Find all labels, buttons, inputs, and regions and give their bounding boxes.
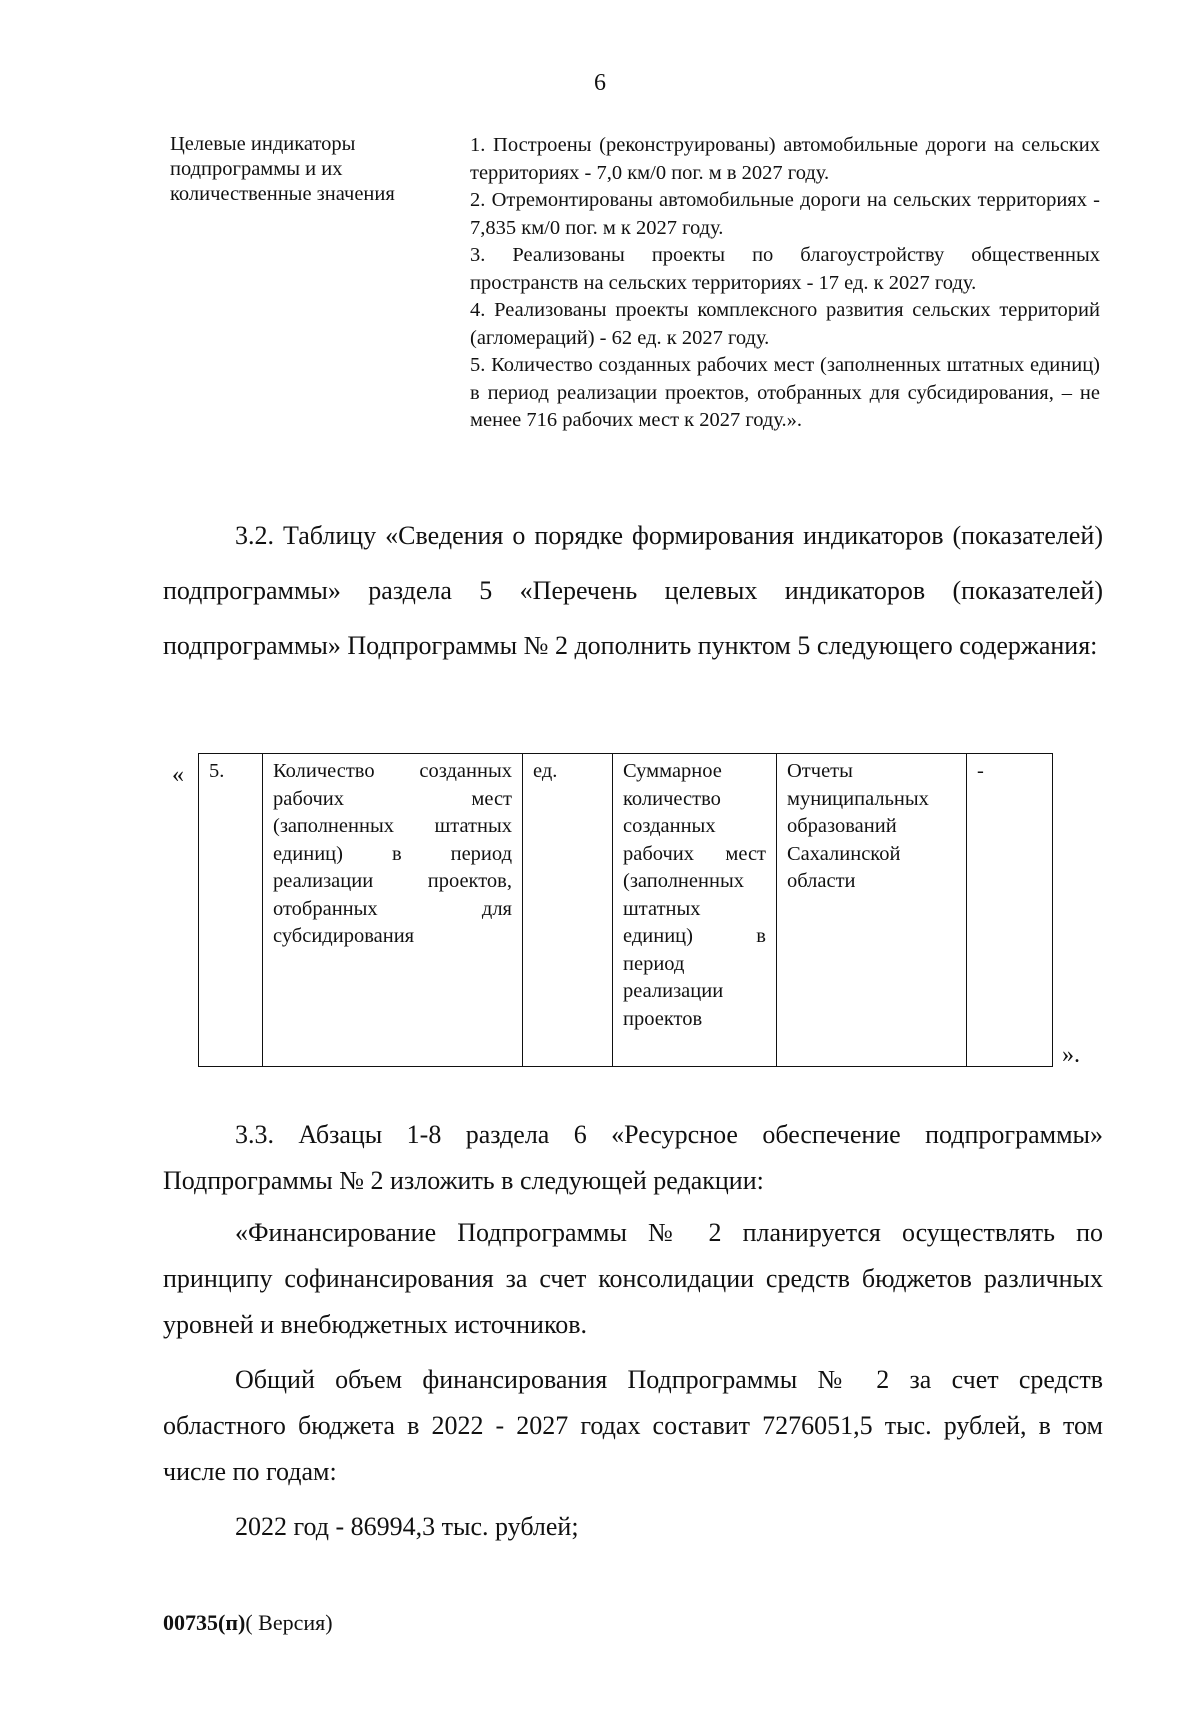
cell-method: Суммарное количество созданных рабочих мест (заполненных штатных единиц) в период реализации проектов [613,754,777,1067]
section-3-3-paragraph: 3.3. Абзацы 1-8 раздела 6 «Ресурсное обеспечение подпрограммы» Подпрограммы № 2 изложить в следующей редакции: [163,1120,1103,1195]
year-2022-line: 2022 год - 86994,3 тыс. рублей; [235,1512,579,1541]
table-open-quote: « [172,762,184,788]
cell-indicator: Количество созданных рабочих мест (заполненных штатных единиц) в период реализации проектов, отобранных для субсидирования [263,754,523,1067]
cell-number: 5. [199,754,263,1067]
page-number: 6 [594,70,606,96]
indicator-item: 2. Отремонтированы автомобильные дороги на сельских территориях - 7,835 км/0 пог. м к 2027 году. [470,189,1100,239]
section-3-2-paragraph: 3.2. Таблицу «Сведения о порядке формирования индикаторов (показателей) подпрограммы» раздела 5 «Перечень целевых индикаторов (показателей) подпрограммы» Подпрограммы № 2 дополнить пунктом 5 следующего содержания: [163,521,1103,660]
indicator-item: 4. Реализованы проекты комплексного развития сельских территорий (агломераций) - 62 ед. к 2027 году. [470,299,1100,349]
indicator-item: 1. Построены (реконструированы) автомобильные дороги на сельских территориях - 7,0 км/0 пог. м в 2027 году. [470,134,1100,184]
table-close-quote: ». [1062,1042,1080,1068]
indicator-table [198,753,1053,1067]
passport-row [170,132,1100,435]
cell-note: - [967,754,1053,1067]
document-version: ( Версия) [245,1610,333,1635]
cell-unit: ед. [523,754,613,1067]
indicator-item: 5. Количество созданных рабочих мест (заполненных штатных единиц) в период реализации проектов, отобранных для субсидирования, – не менее 716 рабочих мест к 2027 году.». [470,354,1100,431]
document-code: 00735(п) [163,1610,246,1635]
passport-indicators [470,132,1100,435]
footer-code [163,1610,333,1636]
financing-paragraph: «Финансирование Подпрограммы № 2 планируется осуществлять по принципу софинансирования за счет консолидации средств бюджетов различных уровней и внебюджетных источников. [163,1218,1103,1339]
table-row [199,754,1053,1067]
total-volume-paragraph: Общий объем финансирования Подпрограммы № 2 за счет средств областного бюджета в 2022 - 2027 годах составит 7276051,5 тыс. рублей, в том числе по годам: [163,1365,1103,1486]
cell-source: Отчеты муниципальных образований Сахалинской области [777,754,967,1067]
indicator-item: 3. Реализованы проекты по благоустройству общественных пространств на сельских территориях - 17 ед. к 2027 году. [470,244,1100,294]
passport-label: Целевые индикаторы подпрограммы и их количественные значения [170,133,395,205]
